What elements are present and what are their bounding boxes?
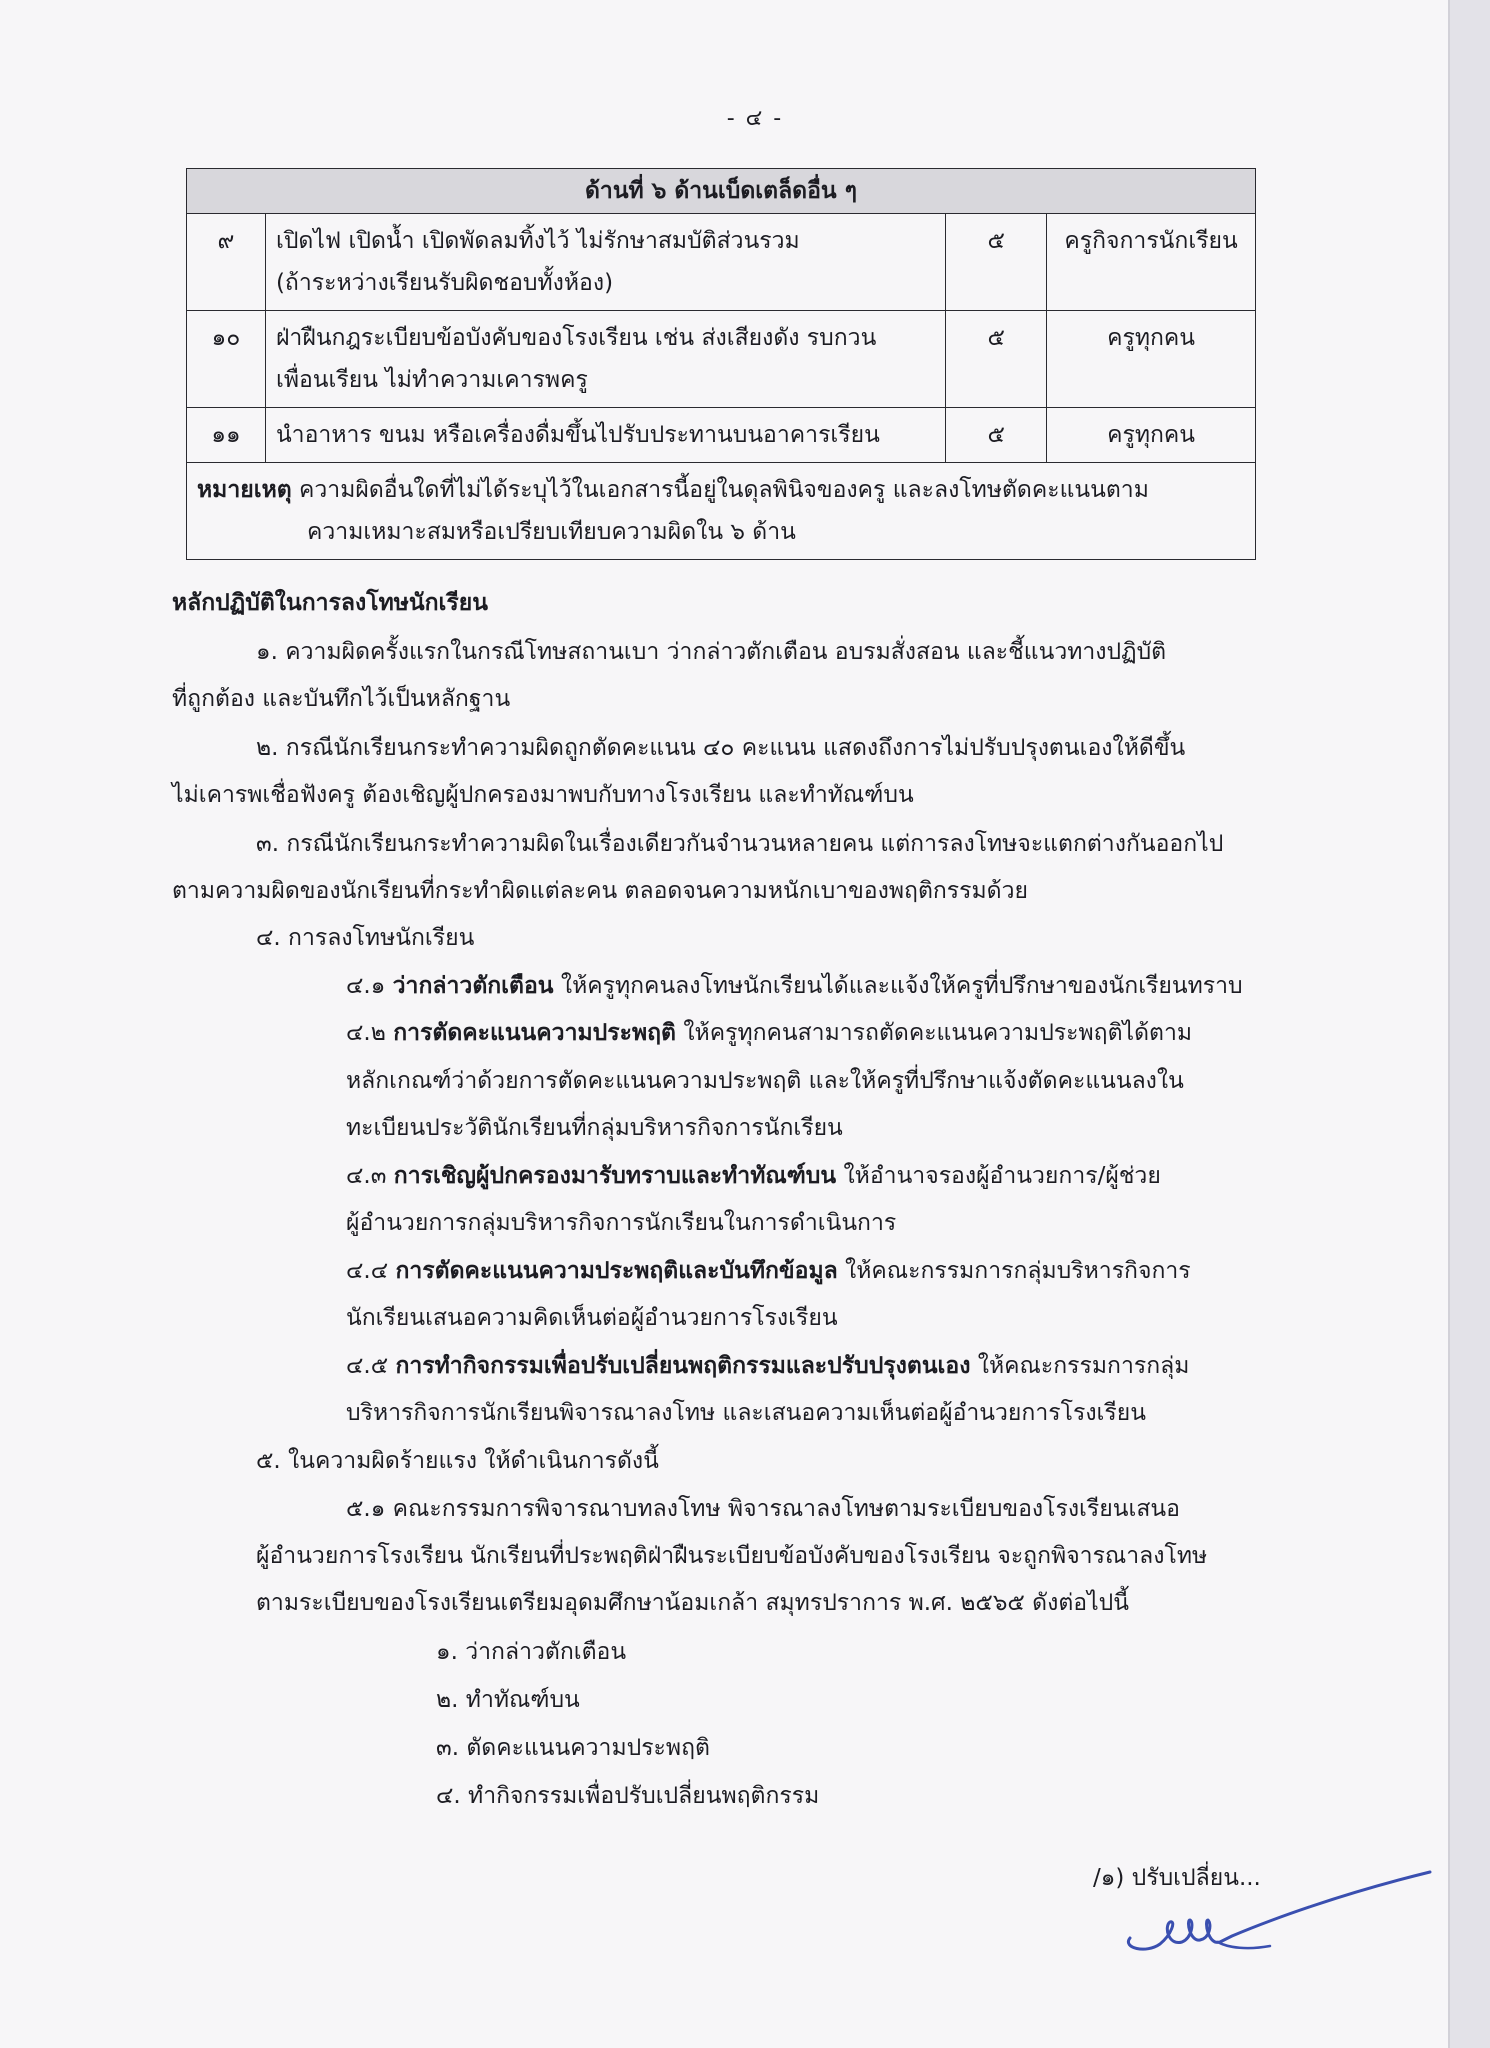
subitem-line xyxy=(346,1015,1192,1051)
subitem-title: ว่ากล่าวตักเตือน xyxy=(392,973,554,999)
note-text: ความผิดอื่นใดที่ไม่ได้ระบุไว้ในเอกสารนี้อยู่ในดุลพินิจของครู และลงโทษตัดคะแนนตาม xyxy=(299,477,1149,503)
subitem-number: ๔.๑ xyxy=(346,973,386,999)
paragraph-line: ผู้อำนวยการโรงเรียน นักเรียนที่ประพฤติฝ่าฝืนระเบียบข้อบังคับของโรงเรียน จะถูกพิจารณาลงโทษ xyxy=(256,1543,1208,1569)
paragraph-line: นักเรียนเสนอความคิดเห็นต่อผู้อำนวยการโรงเรียน xyxy=(346,1305,838,1331)
list-item: ๑. ว่ากล่าวตักเตือน xyxy=(436,1639,627,1665)
paragraph-line: ทะเบียนประวัตินักเรียนที่กลุ่มบริหารกิจการนักเรียน xyxy=(346,1115,843,1141)
rules-table xyxy=(186,168,1256,560)
row-responsible: ครูกิจการนักเรียน xyxy=(1047,214,1256,311)
paragraph-line: ผู้อำนวยการกลุ่มบริหารกิจการนักเรียนในการดำเนินการ xyxy=(346,1210,897,1236)
list-item: ๓. ตัดคะแนนความประพฤติ xyxy=(436,1735,710,1761)
row-description-line: เปิดไฟ เปิดน้ำ เปิดพัดลมทิ้งไว้ ไม่รักษาสมบัติส่วนรวม xyxy=(275,228,800,254)
table-header: ด้านที่ ๖ ด้านเบ็ดเตล็ดอื่น ๆ xyxy=(187,169,1256,214)
scan-edge xyxy=(1448,0,1490,2048)
page-number: - ๔ - xyxy=(726,106,784,131)
paragraph-line: ๕. ในความผิดร้ายแรง ให้ดำเนินการดังนี้ xyxy=(256,1448,659,1474)
paragraph-line: บริหารกิจการนักเรียนพิจารณาลงโทษ และเสนอความเห็นต่อผู้อำนวยการโรงเรียน xyxy=(346,1400,1146,1426)
note-label: หมายเหตุ xyxy=(197,477,292,503)
subitem-line xyxy=(346,1158,1161,1194)
row-responsible: ครูทุกคน xyxy=(1047,311,1256,408)
subitem-text: ให้อำนาจรองผู้อำนวยการ/ผู้ช่วย xyxy=(843,1163,1161,1189)
subitem-title: การเชิญผู้ปกครองมารับทราบและทำทัณฑ์บน xyxy=(393,1163,837,1189)
subitem-number: ๔.๕ xyxy=(346,1353,389,1379)
row-number: ๙ xyxy=(187,214,266,311)
paragraph-line: ที่ถูกต้อง และบันทึกไว้เป็นหลักฐาน xyxy=(172,686,511,712)
subitem-text: ให้คณะกรรมการกลุ่ม xyxy=(977,1353,1190,1379)
subitem-title: การทำกิจกรรมเพื่อปรับเปลี่ยนพฤติกรรมและปรับปรุงตนเอง xyxy=(395,1353,971,1379)
subitem-line xyxy=(346,968,1243,1004)
row-number: ๑๐ xyxy=(187,311,266,408)
row-score: ๕ xyxy=(946,311,1047,408)
subitem-number: ๔.๒ xyxy=(346,1020,386,1046)
note-text-continued: ความเหมาะสมหรือเปรียบเทียบความผิดใน ๖ ด้าน xyxy=(307,519,796,545)
subitem-text: ให้คณะกรรมการกลุ่มบริหารกิจการ xyxy=(845,1258,1191,1284)
row-description-line: ฝ่าฝืนกฎระเบียบข้อบังคับของโรงเรียน เช่น ส่งเสียงดัง รบกวน xyxy=(275,325,877,351)
row-score: ๕ xyxy=(946,214,1047,311)
paragraph-line: หลักเกณฑ์ว่าด้วยการตัดคะแนนความประพฤติ และให้ครูที่ปรึกษาแจ้งตัดคะแนนลงใน xyxy=(346,1068,1184,1094)
subitem-number: ๔.๓ xyxy=(346,1163,387,1189)
table-row xyxy=(187,214,1256,311)
row-description xyxy=(265,311,945,408)
table-row xyxy=(187,408,1256,463)
subitem-number: ๔.๔ xyxy=(346,1258,389,1284)
row-description-line: นำอาหาร ขนม หรือเครื่องดื่มขึ้นไปรับประทานบนอาคารเรียน xyxy=(275,422,880,448)
row-description xyxy=(265,408,945,463)
subitem-text: ให้ครูทุกคนสามารถตัดคะแนนความประพฤติได้ตาม xyxy=(683,1020,1193,1046)
continuation-note: /๑) ปรับเปลี่ยน... xyxy=(1093,1865,1261,1891)
list-item: ๒. ทำทัณฑ์บน xyxy=(436,1687,580,1713)
paragraph-line: ตามระเบียบของโรงเรียนเตรียมอุดมศึกษาน้อมเกล้า สมุทรปราการ พ.ศ. ๒๕๖๕ ดังต่อไปนี้ xyxy=(256,1590,1129,1616)
subitem-title: การตัดคะแนนความประพฤติและบันทึกข้อมูล xyxy=(395,1258,838,1284)
row-description-line: (ถ้าระหว่างเรียนรับผิดชอบทั้งห้อง) xyxy=(275,270,614,296)
row-description xyxy=(265,214,945,311)
paragraph-line: ไม่เคารพเชื่อฟังครู ต้องเชิญผู้ปกครองมาพบกับทางโรงเรียน และทำทัณฑ์บน xyxy=(172,782,914,808)
row-responsible: ครูทุกคน xyxy=(1047,408,1256,463)
paragraph-line: ๔. การลงโทษนักเรียน xyxy=(256,925,475,951)
signature xyxy=(1120,1850,1440,1970)
paragraph-line: ๓. กรณีนักเรียนกระทำความผิดในเรื่องเดียวกันจำนวนหลายคน แต่การลงโทษจะแตกต่างกันออกไป xyxy=(256,831,1224,857)
subitem-line xyxy=(346,1348,1189,1384)
table-row xyxy=(187,311,1256,408)
paragraph-line: ตามความผิดของนักเรียนที่กระทำผิดแต่ละคน ตลอดจนความหนักเบาของพฤติกรรมด้วย xyxy=(172,878,1028,904)
paragraph-line: ๕.๑ คณะกรรมการพิจารณาบทลงโทษ พิจารณาลงโทษตามระเบียบของโรงเรียนเสนอ xyxy=(346,1496,1180,1522)
table-note xyxy=(187,463,1256,560)
paragraph-line: ๒. กรณีนักเรียนกระทำความผิดถูกตัดคะแนน ๔๐ คะแนน แสดงถึงการไม่ปรับปรุงตนเองให้ดีขึ้น xyxy=(256,735,1186,761)
subitem-title: การตัดคะแนนความประพฤติ xyxy=(393,1020,676,1046)
paragraph-line: ๑. ความผิดครั้งแรกในกรณีโทษสถานเบา ว่ากล่าวตักเตือน อบรมสั่งสอน และชี้แนวทางปฏิบัติ xyxy=(256,639,1167,665)
row-description-line: เพื่อนเรียน ไม่ทำความเคารพครู xyxy=(275,367,588,393)
row-score: ๕ xyxy=(946,408,1047,463)
subitem-text: ให้ครูทุกคนลงโทษนักเรียนได้และแจ้งให้ครูที่ปรึกษาของนักเรียนทราบ xyxy=(560,973,1243,999)
subitem-line xyxy=(346,1253,1191,1289)
section-heading: หลักปฏิบัติในการลงโทษนักเรียน xyxy=(172,590,488,616)
list-item: ๔. ทำกิจกรรมเพื่อปรับเปลี่ยนพฤติกรรม xyxy=(436,1783,820,1809)
row-number: ๑๑ xyxy=(187,408,266,463)
